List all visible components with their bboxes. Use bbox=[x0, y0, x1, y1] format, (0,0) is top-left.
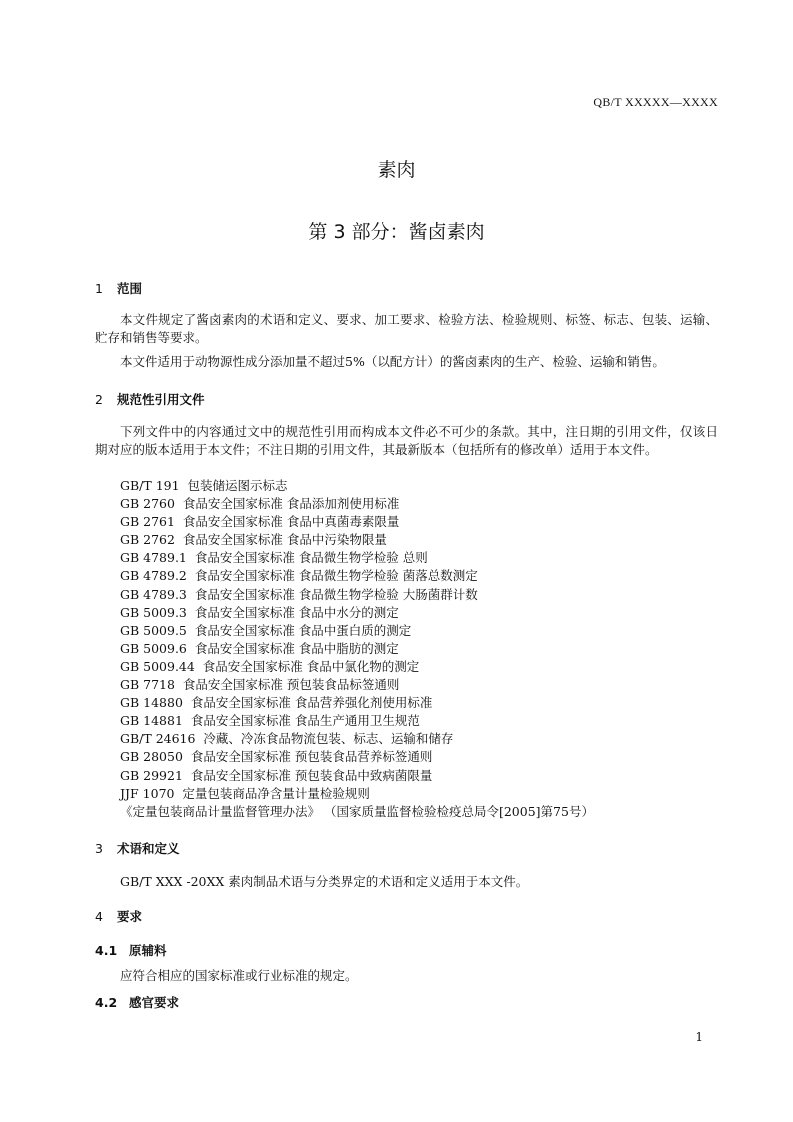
section-title: 规范性引用文件 bbox=[117, 392, 205, 407]
reference-item: JJF 1070 定量包装商品净含量计量检验规则 bbox=[120, 785, 370, 801]
section-number: 1 bbox=[95, 281, 103, 296]
section-title: 要求 bbox=[117, 909, 143, 924]
section-4-2-heading bbox=[95, 993, 179, 1011]
reference-item: 《定量包装商品计量监督管理办法》 （国家质量监督检验检疫总局令[2005]第75号） bbox=[120, 803, 594, 819]
reference-item: GB 14881 食品安全国家标准 食品生产通用卫生规范 bbox=[120, 713, 420, 729]
reference-item: GB/T 191 包装储运图示标志 bbox=[120, 478, 288, 493]
reference-item: GB 5009.3 食品安全国家标准 食品中水分的测定 bbox=[120, 604, 399, 620]
document-part-title: 第 3 部分：酱卤素肉 bbox=[308, 221, 485, 243]
document-title: 素肉 bbox=[377, 159, 416, 181]
section-4-1-heading bbox=[95, 941, 167, 959]
section-title: 原辅料 bbox=[129, 943, 167, 958]
section-2-heading bbox=[95, 390, 205, 408]
normative-reference-list bbox=[120, 477, 594, 821]
section-1-paragraph-1: 本文件规定了酱卤素肉的术语和定义、要求、加工要求、检验方法、检验规则、标签、标志、包装、运输、贮存和销售等要求。 bbox=[95, 312, 718, 345]
section-number: 4 bbox=[95, 909, 103, 924]
section-title: 感官要求 bbox=[129, 995, 180, 1010]
section-1-paragraph-2: 本文件适用于动物源性成分添加量不超过5%（以配方计）的酱卤素肉的生产、检验、运输和销售。 bbox=[120, 354, 665, 369]
reference-item: GB 5009.6 食品安全国家标准 食品中脂肪的测定 bbox=[120, 640, 399, 656]
section-title: 术语和定义 bbox=[117, 841, 180, 856]
reference-item: GB 4789.3 食品安全国家标准 食品微生物学检验 大肠菌群计数 bbox=[120, 586, 478, 602]
reference-item: GB 4789.2 食品安全国家标准 食品微生物学检验 菌落总数测定 bbox=[120, 568, 478, 584]
section-title: 范围 bbox=[117, 281, 143, 296]
section-4-1-paragraph-1: 应符合相应的国家标准或行业标准的规定。 bbox=[120, 968, 358, 983]
section-2-intro: 下列文件中的内容通过文中的规范性引用而构成本文件必不可少的条款。其中，注日期的引用文件，仅该日期对应的版本适用于本文件；不注日期的引用文件，其最新版本（包括所有的修改单）适用于本文件。 bbox=[95, 424, 718, 457]
page-number: 1 bbox=[695, 1030, 703, 1044]
reference-item: GB 2761 食品安全国家标准 食品中真菌毒素限量 bbox=[120, 514, 400, 530]
document-number: QB/T XXXXX—XXXX bbox=[593, 95, 718, 109]
reference-item: GB 2762 食品安全国家标准 食品中污染物限量 bbox=[120, 532, 387, 548]
section-3-heading bbox=[95, 839, 180, 857]
section-number: 2 bbox=[95, 392, 103, 407]
reference-item: GB 5009.5 食品安全国家标准 食品中蛋白质的测定 bbox=[120, 622, 412, 638]
reference-item: GB 4789.1 食品安全国家标准 食品微生物学检验 总则 bbox=[120, 550, 428, 566]
reference-item: GB 7718 食品安全国家标准 预包装食品标签通则 bbox=[120, 677, 400, 693]
reference-item: GB 14880 食品安全国家标准 食品营养强化剂使用标准 bbox=[120, 695, 433, 711]
section-number: 4.1 bbox=[95, 943, 118, 958]
reference-item: GB 5009.44 食品安全国家标准 食品中氯化物的测定 bbox=[120, 658, 420, 674]
section-number: 4.2 bbox=[95, 995, 118, 1010]
section-4-heading bbox=[95, 907, 142, 925]
section-1-heading bbox=[95, 279, 142, 297]
reference-item: GB/T 24616 冷藏、冷冻食品物流包装、标志、运输和储存 bbox=[120, 731, 454, 747]
reference-item: GB 29921 食品安全国家标准 预包装食品中致病菌限量 bbox=[120, 767, 433, 783]
section-number: 3 bbox=[95, 841, 103, 856]
section-3-paragraph-1: GB/T XXX -20XX 素肉制品术语与分类界定的术语和定义适用于本文件。 bbox=[120, 874, 529, 889]
reference-item: GB 2760 食品安全国家标准 食品添加剂使用标准 bbox=[120, 496, 400, 512]
reference-item: GB 28050 食品安全国家标准 预包装食品营养标签通则 bbox=[120, 749, 433, 765]
